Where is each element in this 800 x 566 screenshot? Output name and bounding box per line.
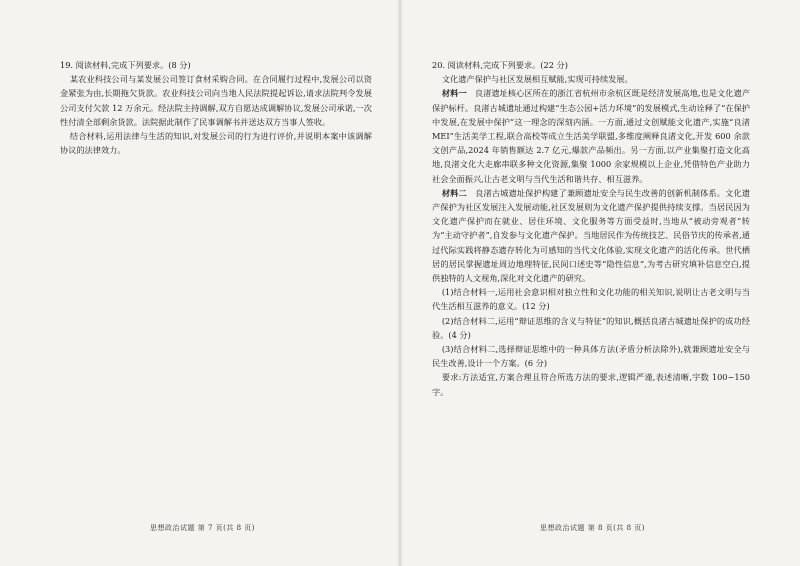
material-2-label: 材料二 [441, 187, 467, 198]
material-1 [432, 86, 750, 185]
task-2: (2)结合材料二,运用“辩证思维的含义与特征”的知识,概括良渚古城遗址保护的成功经验。(4 分) [432, 315, 750, 340]
material-1-text: 良渚遗址核心区所在的浙江省杭州市余杭区既是经济发展高地,也是文化遗产保护标杆。良渚古城遗址通过构建“生态公园+活力环境”的发展模式,生动诠释了“在保护中发展,在发展中保护”这一理念的深刻内涵。一方面,通过文创赋能文化遗产,实施“良渚 MEI”生活美学工程,联合高校等成立生活美学联盟,多维度阐释良渚文化,开发 600 余款文创产品,2024 年销售额达 2.7 亿元,爆款产品频出。另一方面,以产业集聚打造文化高地,良渚文化大走廊串联多种文化资源,集聚 1000 余家规模以上企业,凭借特色产业助力社会全面振兴,让古老文明与当代生活和谐共存、相互滋养。 [432, 88, 750, 184]
material-2 [432, 186, 750, 285]
left-page-footer: 思想政治试题 第 7 页(共 8 页) [150, 524, 255, 532]
question-20-header: 20. 阅读材料,完成下列要求。(22 分) [432, 60, 568, 70]
question-20 [432, 58, 750, 399]
right-page [400, 0, 800, 566]
question-19-material: 某农业科技公司与某发展公司签订食材采购合同。在合同履行过程中,发展公司以资金紧张为由,长期拖欠货款。农业科技公司向当地人民法院提起诉讼,请求法院判令发展公司支付欠款 12 万余元。经法院主持调解,双方自愿达成调解协议,发展公司承诺,一次性付清全部剩余货款。法院据此制作了民事调解书并送达双方当事人签收。 [60, 74, 372, 127]
question-19 [60, 58, 372, 157]
question-19-header: 19. 阅读材料,完成下列要求。(8 分) [60, 60, 191, 70]
material-2-text: 良渚古城遗址保护构建了兼顾遗址安全与民生改善的创新机制体系。文化遗产保护为社区发展注入发展动能,社区发展则为文化遗产保护提供持续支撑。当居民因为文化遗产保护而在就业、居住环境、文化服务等方面受益时,当地从“被动旁观者”转为“主动守护者”,自发参与文化遗产保护。当地居民作为传统技艺、民俗节庆的传承者,通过代际实践将静态遗存转化为可感知的当代文化体验,实现文化遗产的活化传承。世代栖居的居民掌握遗址周边地理特征,民间口述史等“隐性信息”,为考古研究填补信息空白,提供独特的人文视角,深化对文化遗产的研究。 [432, 187, 750, 284]
question-19-task: 结合材料,运用法律与生活的知识,对发展公司的行为进行评价,并说明本案中该调解协议的法律效力。 [60, 131, 372, 156]
material-1-label: 材料一 [441, 88, 467, 99]
question-20-theme: 文化遗产保护与社区发展相互赋能,实现可持续发展。 [441, 74, 633, 85]
right-page-footer: 思想政治试题 第 8 页(共 8 页) [540, 524, 645, 532]
task-3: (3)结合材料二,选择辩证思维中的一种具体方法(矛盾分析法除外),就兼顾遗址安全与民生改善,设计一个方案。(6 分) [432, 344, 750, 369]
task-1: (1)结合材料一,运用社会意识相对独立性和文化功能的相关知识,说明让古老文明与当代生活相互滋养的意义。(12 分) [432, 287, 750, 312]
task-requirement: 要求:方法适宜,方案合理且符合所选方法的要求,逻辑严谨,表述清晰,字数 100~150 字。 [432, 372, 750, 397]
